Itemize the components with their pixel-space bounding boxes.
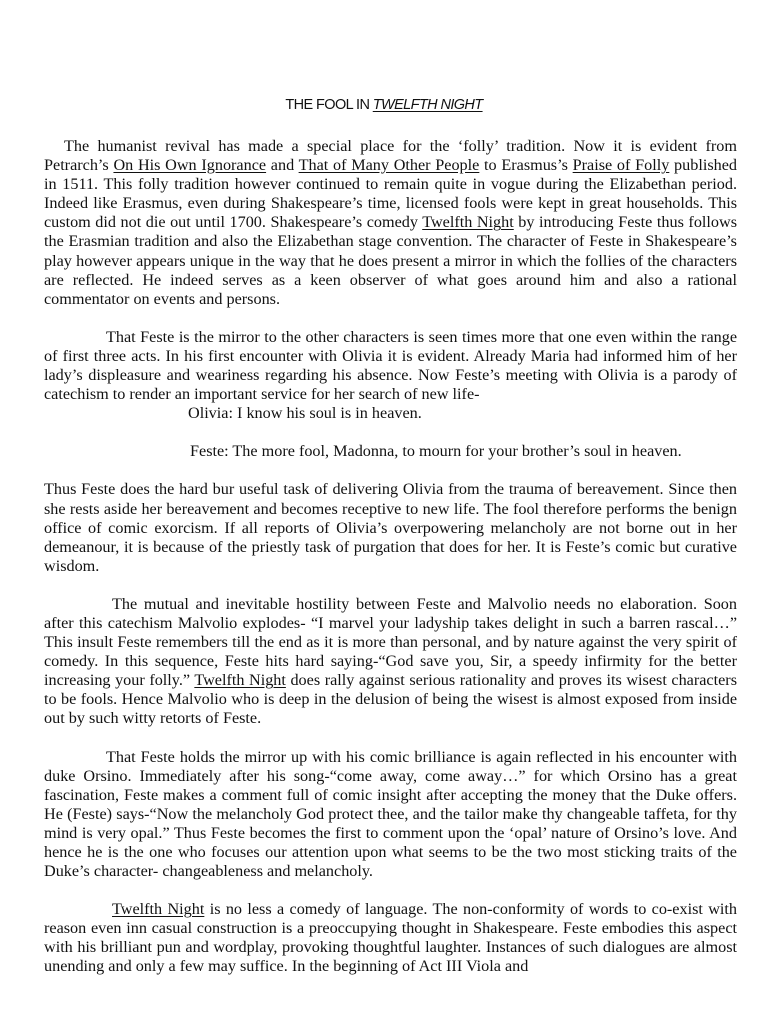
work-title-twelfth-night: Twelfth Night [112,900,205,919]
p5-text-1: is no less a comedy of language. The non-conformity of words to co-exist with reason even inn casual construction is a preoccupying thought in Shakespeare. Feste embodies this aspect with his brilliant pun and wordplay, provoking thoughtful laughter. Instances of such dialogues are almost unending and only a few may suffice. In the beginning of Act III Viola and [44,900,738,976]
work-title-twelfth-night: Twelfth Night [194,671,286,690]
paragraph-4: That Feste holds the mirror up with his comic brilliance is again reflected in his encounter with duke Orsino. Immediately after his song-“come away, come away…” for which Orsino has a great fascination, Feste makes a comment full of comic insight after accepting the money that the Duke offers. He (Feste) says-“Now the melancholy God protect thee, and the tailor make thy changeable taffeta, for thy mind is very opal.” Thus Feste becomes the first to comment upon the ‘opal’ nature of Orsino’s love. And hence he is the one who focuses our attention upon what seems to be the two most sticking traits of the Duke’s character- changeableness and melancholy. [44,747,737,881]
paragraph-5 [44,900,737,976]
p1-text-4: published in 1511. This folly tradition however continued to remain quite in vogue during the Elizabethan period. Indeed like Erasmus, even during Shakespeare’s time, licensed fools were kept in great households. This custom did not die out until 1700. Shakespeare’s comedy [44,156,737,232]
work-title-on-his-own-ignorance: On His Own Ignorance [113,156,267,175]
p1-text-3: to Erasmus’s [479,156,573,175]
work-title-that-of-many-other-people: That of Many Other People [298,156,480,175]
title-prefix: THE FOOL IN [285,97,373,113]
paragraph-1 [44,137,737,309]
title-play-name: TWELFTH NIGHT [372,97,483,113]
dialogue-feste: Feste: The more fool, Madonna, to mourn for your brother’s soul in heaven. [190,442,682,461]
paragraph-3 [44,595,737,729]
p3-text-1: The mutual and inevitable hostility between Feste and Malvolio needs no elaboration. Soon after this catechism Malvolio explodes- “I marvel your ladyship takes delight in such a barren rascal…” This insult Feste remembers till the end as it is more than personal, and by nature against the very spirit of comedy. In this sequence, Feste hits hard saying-“God save you, Sir, a speedy infirmity for the better increasing your folly.” [44,594,737,690]
p2-text: That Feste is the mirror to the other characters is seen times more that one even within the range of first three acts. In his first encounter with Olivia it is evident. Already Maria had informed him of her lady’s displeasure and weariness regarding his absence. Now Feste’s meeting with Olivia is a parody of catechism to render an important service for her search of new life- [44,327,737,404]
essay-body [44,137,737,996]
paragraph-2 [44,328,737,576]
p2-after-text: Thus Feste does the hard bur useful task of delivering Olivia from the trauma of bereavement. Since then she rests aside her bereavement and becomes receptive to new life. The fool therefore performs the benign office of comic exorcism. If all reports of Olivia’s overpowering melancholy are not borne out in her demeanour, it is because of the priestly task of purgation that does for her. It is Feste’s comic but curative wisdom. [44,480,737,575]
p3-text-2: does rally against serious rationality and proves its wisest characters to be fools. Hence Malvolio who is deep in the delusion of being the wisest is almost exposed from inside out by such witty retorts of Feste. [44,671,737,728]
work-title-twelfth-night: Twelfth Night [422,213,514,232]
page-title [0,97,768,113]
dialogue-olivia: Olivia: I know his soul is in heaven. [188,404,422,423]
p1-text-1: The humanist revival has made a special place for the ‘folly’ tradition. Now it is evident from Petrarch’s [44,137,737,175]
work-title-praise-of-folly: Praise of Folly [572,156,670,175]
p1-text-2: and [266,156,299,175]
p1-text-5: by introducing Feste thus follows the Erasmian tradition and also the Elizabethan stage convention. The character of Feste in Shakespeare’s play however appears unique in the way that he does present a mirror in which the follies of the characters are reflected. He indeed serves as a keen observer of what goes around him and also a rational commentator on events and persons. [44,213,737,308]
